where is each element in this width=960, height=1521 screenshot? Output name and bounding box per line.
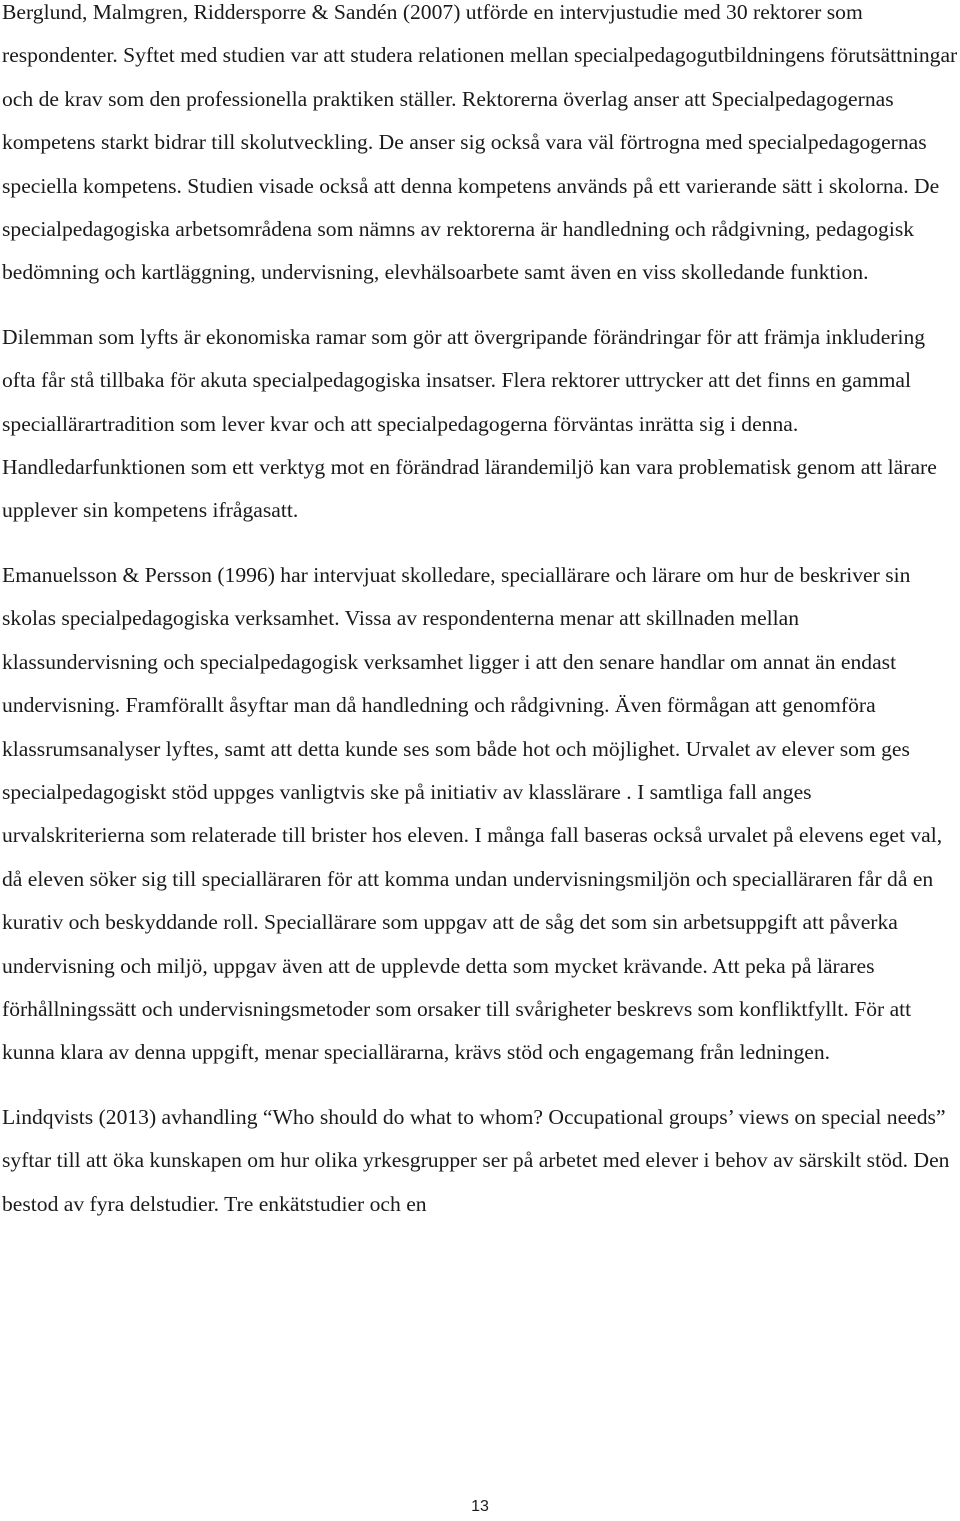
body-text bbox=[2, 0, 958, 1247]
paragraph-berglund-study: Berglund, Malmgren, Riddersporre & Sandén (2007) utförde en intervjustudie med 30 rektorer som respondenter. Syftet med studien var att studera relationen mellan specialpedagogutbildningens förutsättningar och de krav som den professionella praktiken ställer. Rektorerna överlag anser att Specialpedagogernas kompetens starkt bidrar till skolutveckling. De anser sig också vara väl förtrogna med specialpedagogernas speciella kompetens. Studien visade också att denna kompetens används på ett varierande sätt i skolorna. De specialpedagogiska arbetsområdena som nämns av rektorerna är handledning och rådgivning, pedagogisk bedömning och kartläggning, undervisning, elevhälsoarbete samt även en viss skolledande funktion. bbox=[2, 0, 958, 285]
paragraph-emanuelsson-persson: Emanuelsson & Persson (1996) har intervjuat skolledare, speciallärare och lärare om hur de beskriver sin skolas specialpedagogiska verksamhet. Vissa av respondenterna menar att skillnaden mellan klassundervisning och specialpedagogisk verksamhet ligger i att den senare handlar om annat än endast undervisning. Framförallt åsyftar man då handledning och rådgivning. Även förmågan att genomföra klassrumsanalyser lyftes, samt att detta kunde ses som både hot och möjlighet. Urvalet av elever som ges specialpedagogiskt stöd uppges vanligtvis ske på initiativ av klasslärare . I samtliga fall anges urvalskriterierna som relaterade till brister hos eleven. I många fall baseras också urvalet på elevens eget val, då eleven söker sig till specialläraren för att komma undan undervisningsmiljön och specialläraren får då en kurativ och beskyddande roll. Speciallärare som uppgav att de såg det som sin arbetsuppgift att påverka undervisning och miljö, uppgav även att de upplevde detta som mycket krävande. Att peka på lärares förhållningssätt och undervisningsmetoder som orsaker till svårigheter beskrevs som konfliktfyllt. För att kunna klara av denna uppgift, menar speciallärarna, krävs stöd och engagemang från ledningen. bbox=[2, 562, 943, 1065]
paragraph-dilemmas: Dilemman som lyfts är ekonomiska ramar som gör att övergripande förändringar för att främja inkludering ofta får stå tillbaka för akuta specialpedagogiska insatser. Flera rektorer uttrycker att det finns en gammal speciallärartradition som lever kvar och att specialpedagogerna förväntas inrätta sig i denna. Handledarfunktionen som ett verktyg mot en förändrad lärandemiljö kan vara problematisk genom att lärare upplever sin kompetens ifrågasatt. bbox=[2, 324, 937, 523]
page-number: 13 bbox=[471, 1498, 489, 1515]
paragraph-lindqvist: Lindqvists (2013) avhandling “Who should do what to whom? Occupational groups’ views on special needs” syftar till att öka kunskapen om hur olika yrkesgrupper ser på arbetet med elever i behov av särskilt stöd. Den bestod av fyra delstudier. Tre enkätstudier och en bbox=[2, 1104, 950, 1216]
